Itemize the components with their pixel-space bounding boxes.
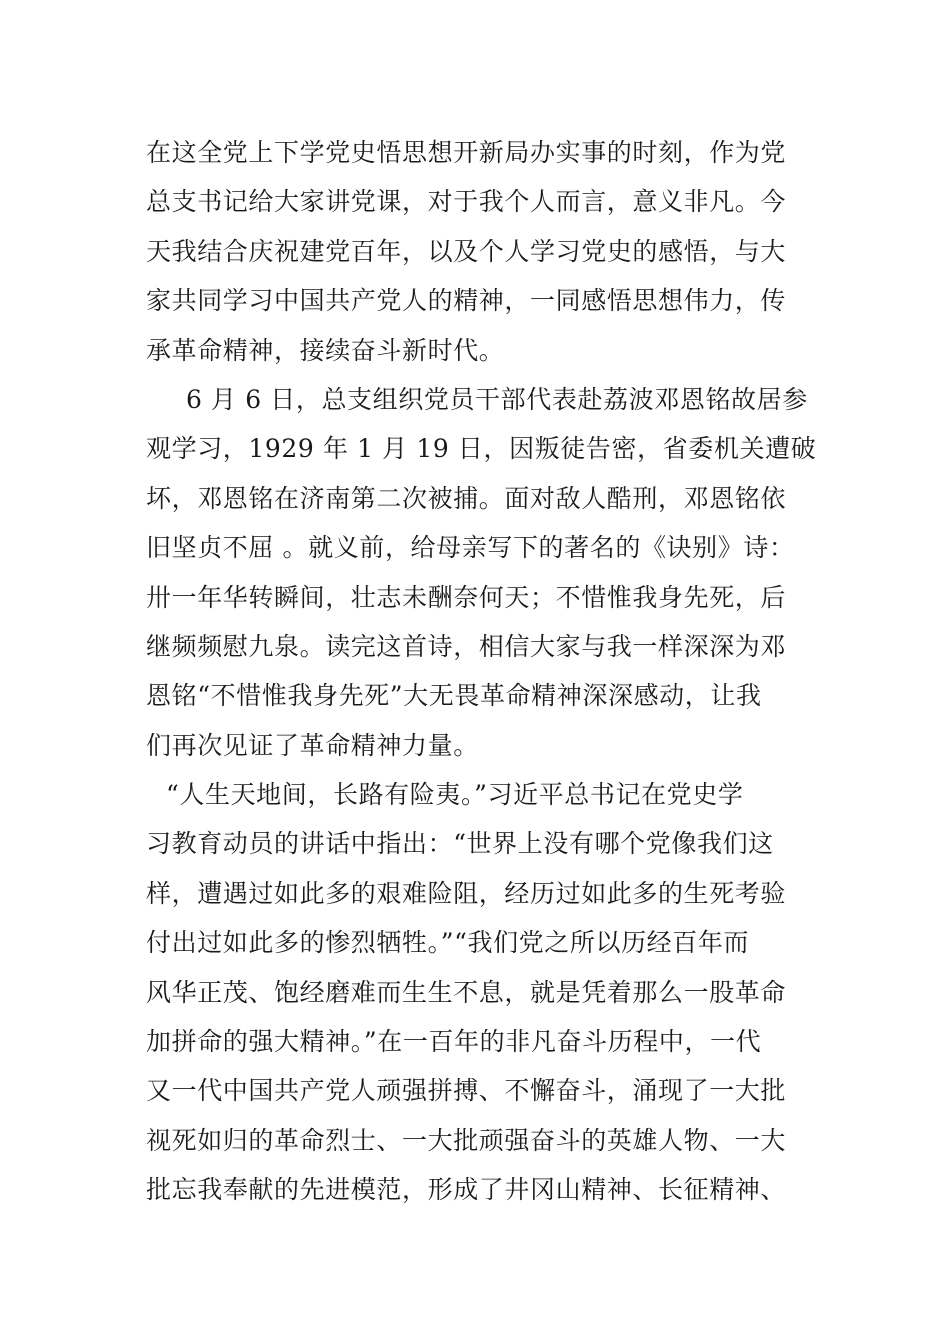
paragraph-line: 观学习，1929 年 1 月 19 日，因叛徒告密，省委机关遭破 <box>146 434 817 464</box>
body-text <box>146 128 817 1215</box>
paragraph-3 <box>146 770 811 1215</box>
paragraph-1 <box>146 128 811 375</box>
paragraph-line: 承革命精神，接续奋斗新时代。 <box>146 335 505 365</box>
paragraph-line: 样，遭遇过如此多的艰难险阻，经历过如此多的生死考验 <box>146 878 787 908</box>
paragraph-line: 继频频慰九泉。读完这首诗，相信大家与我一样深深为邓 <box>146 631 787 661</box>
paragraph-line: 坏，邓恩铭在济南第二次被捕。面对敌人酷刑，邓恩铭依 <box>146 483 787 513</box>
paragraph-line: 卅一年华转瞬间，壮志未酬奈何天；不惜惟我身先死，后 <box>146 582 787 612</box>
paragraph-line: “人生天地间，长路有险夷。”习近平总书记在党史学 <box>166 780 744 810</box>
paragraph-line: 加拼命的强大精神。”在一百年的非凡奋斗历程中，一代 <box>146 1027 762 1057</box>
paragraph-line: 恩铭“不惜惟我身先死”大无畏革命精神深深感动，让我 <box>146 681 762 711</box>
paragraph-line: 们再次见证了革命精神力量。 <box>146 730 479 760</box>
paragraph-line: 习教育动员的讲话中指出：“世界上没有哪个党像我们这 <box>146 829 774 859</box>
paragraph-line: 批忘我奉献的先进模范，形成了井冈山精神、长征精神、 <box>146 1175 787 1205</box>
paragraph-line: 又一代中国共产党人顽强拼搏、不懈奋斗，涌现了一大批 <box>146 1076 787 1106</box>
paragraph-line: 天我结合庆祝建党百年，以及个人学习党史的感悟，与大 <box>146 236 787 266</box>
paragraph-line: 付出过如此多的惨烈牺牲。”“我们党之所以历经百年而 <box>146 928 750 958</box>
paragraph-line: 旧坚贞不屈 。就义前，给母亲写下的著名的《诀别》诗： <box>146 533 795 563</box>
paragraph-line: 总支书记给大家讲党课，对于我个人而言，意义非凡。今 <box>146 187 787 217</box>
paragraph-line: 6 月 6 日，总支组织党员干部代表赴荔波邓恩铭故居参 <box>186 384 808 414</box>
paragraph-line: 在这全党上下学党史悟思想开新局办实事的时刻，作为党 <box>146 138 787 167</box>
paragraph-line: 家共同学习中国共产党人的精神，一同感悟思想伟力，传 <box>146 286 787 316</box>
paragraph-2 <box>146 375 817 770</box>
paragraph-line: 风华正茂、饱经磨难而生生不息，就是凭着那么一股革命 <box>146 977 787 1007</box>
paragraph-line: 视死如归的革命烈士、一大批顽强奋斗的英雄人物、一大 <box>146 1125 787 1155</box>
